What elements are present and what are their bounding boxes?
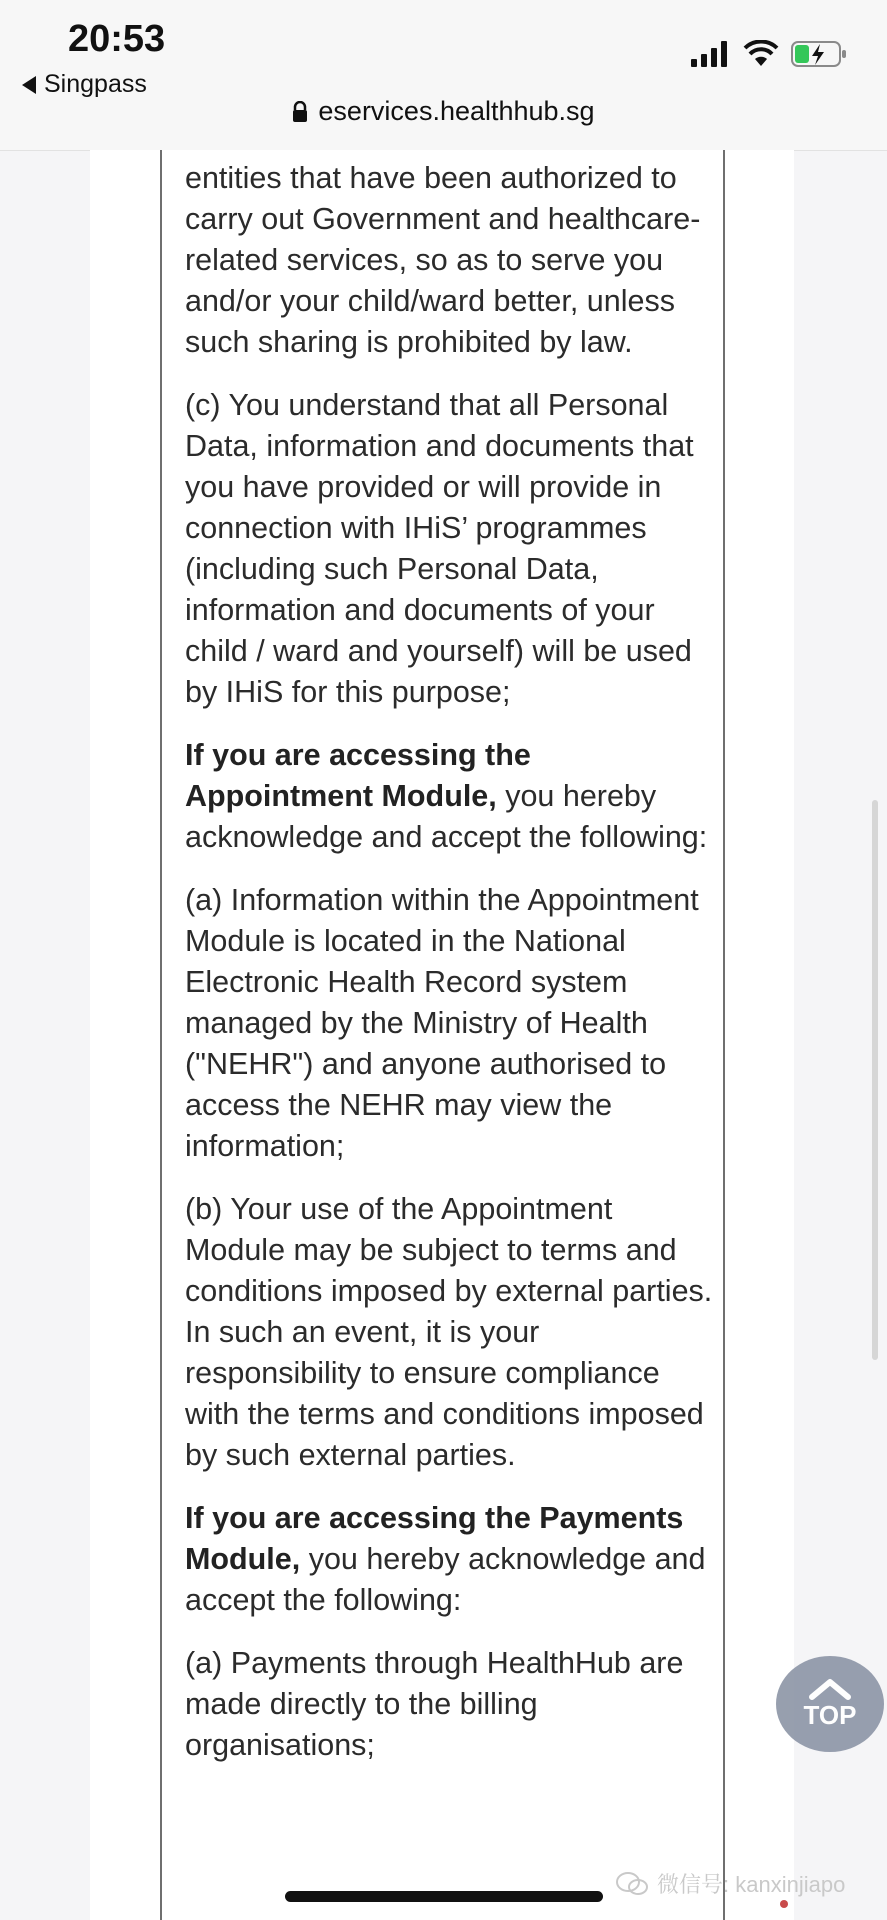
status-bar	[0, 0, 887, 151]
watermark-dot	[780, 1900, 788, 1908]
appointment-heading-rest: you hereby acknowledge and accept the following:	[185, 779, 708, 854]
page-background	[90, 150, 794, 1920]
scrollbar[interactable]	[872, 800, 878, 1360]
clock: 20:53	[68, 18, 166, 60]
system-icons	[691, 40, 847, 68]
appointment-module-heading	[185, 735, 715, 858]
wechat-icon	[615, 1871, 649, 1897]
top-label: TOP	[803, 1699, 857, 1730]
wifi-icon	[743, 40, 779, 68]
payments-item-a: (a) Payments through HealthHub are made directly to the billing organisations;	[185, 1646, 684, 1762]
home-indicator[interactable]	[285, 1891, 603, 1902]
watermark	[615, 1868, 845, 1899]
url-text: eservices.healthhub.sg	[318, 96, 595, 126]
payments-module-heading	[185, 1498, 715, 1621]
appointment-heading-bold: If you are accessing the Appointment Module,	[185, 738, 531, 813]
scroll-to-top-button[interactable]	[776, 1656, 884, 1752]
watermark-text: 微信号: kanxinjiapo	[657, 1872, 846, 1897]
lock-icon	[292, 101, 308, 123]
chevron-up-icon	[808, 1678, 852, 1700]
appointment-item-b: (b) Your use of the Appointment Module may be subject to terms and conditions imposed by external parties. In such an event, it is your responsibility to ensure compliance with the terms and conditions imposed by such external parties.	[185, 1192, 713, 1472]
back-triangle-icon	[22, 76, 36, 94]
paragraph-c-personal-data: (c) You understand that all Personal Data, information and documents that you have provided or will provide in connection with IHiS’ programmes (including such Personal Data, information and documents of your child / ward and yourself) will be used by IHiS for this purpose;	[185, 388, 694, 709]
payments-heading-rest: you hereby acknowledge and accept the following:	[185, 1542, 706, 1617]
address-bar[interactable]	[0, 96, 887, 127]
back-to-app-link[interactable]	[22, 70, 147, 99]
payments-heading-bold: If you are accessing the Payments Module,	[185, 1501, 684, 1576]
cellular-signal-icon	[691, 41, 731, 67]
battery-charging-icon	[791, 40, 847, 68]
back-app-label: Singpass	[44, 70, 147, 98]
terms-text	[185, 158, 715, 1788]
terms-content-box	[160, 150, 725, 1920]
paragraph-sharing: entities that have been authorized to carry out Government and healthcare-related services, so as to serve you and/or your child/ward better, unless such sharing is prohibited by law.	[185, 161, 701, 359]
appointment-item-a: (a) Information within the Appointment Module is located in the National Electronic Health Record system managed by the Ministry of Health ("NEHR") and anyone authorised to access the NEHR may view the information;	[185, 883, 699, 1163]
